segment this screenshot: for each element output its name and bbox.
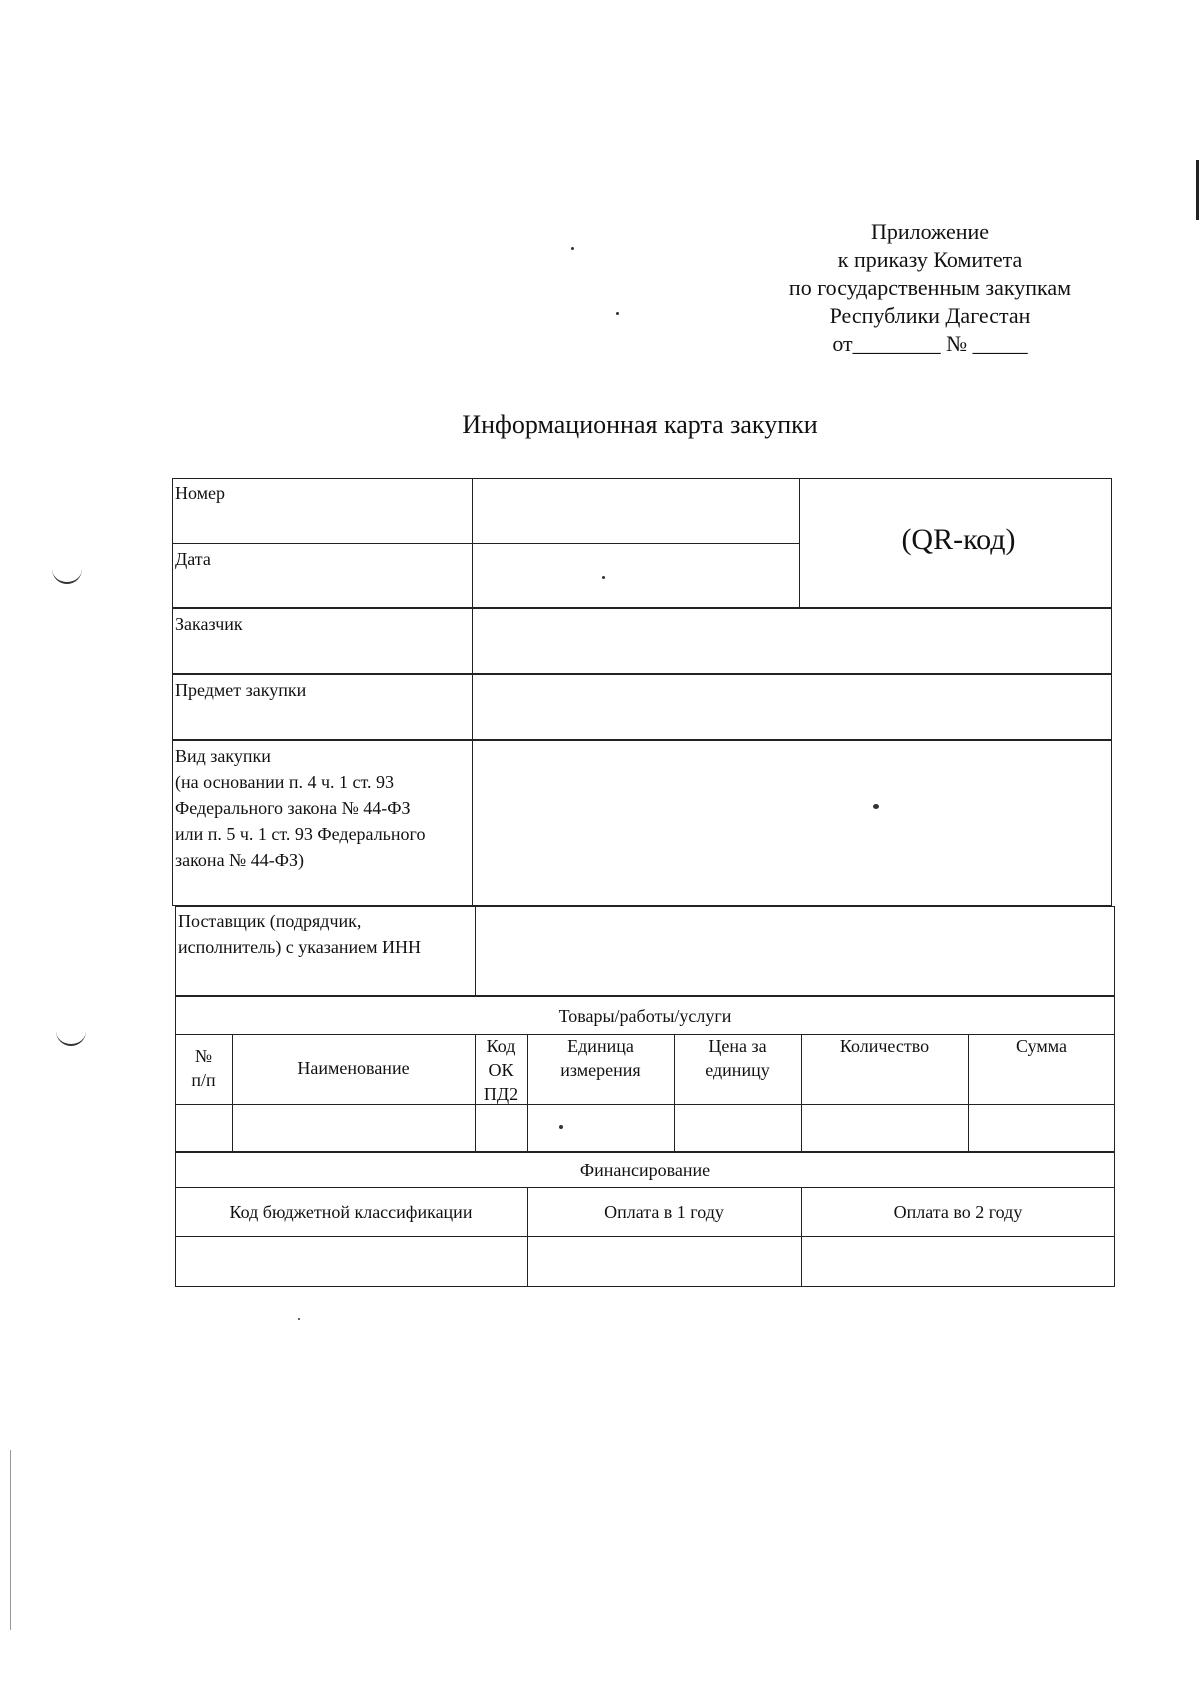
customer-row: [172, 608, 1112, 674]
date-label: Дата: [175, 549, 211, 569]
scan-speck: [571, 247, 574, 250]
customer-label: Заказчик: [175, 614, 243, 634]
scan-speck: [559, 1125, 563, 1129]
scan-speck: [873, 804, 879, 809]
subject-label: Предмет закупки: [175, 680, 307, 700]
divider: [475, 906, 476, 996]
scan-mark: [52, 568, 82, 584]
supplier-label: Поставщик (подрядчик, исполнитель) с указанием ИНН: [178, 911, 421, 957]
col-header-year-1: Оплата в 1 году: [604, 1202, 724, 1222]
col-header-sum: Сумма: [1016, 1036, 1067, 1056]
subject-row: [172, 674, 1112, 740]
appendix-line-5: от________ № _____: [832, 331, 1028, 356]
col-header-year-2: Оплата во 2 году: [893, 1202, 1023, 1222]
appendix-line-3: по государственным закупкам: [788, 275, 1072, 300]
scan-edge: [10, 1450, 11, 1630]
appendix-line-2: к приказу Комитета: [837, 247, 1023, 272]
scan-edge: [1196, 160, 1199, 220]
appendix-header: [770, 218, 1090, 358]
col-header-unit: Единица измерения: [560, 1036, 641, 1080]
scan-speck: [298, 1318, 300, 1320]
procurement-type-label: Вид закупки (на основании п. 4 ч. 1 ст. 93 Федерального закона № 44-ФЗ или п. 5 ч. 1 ст. 93 Федерального закона № 44-ФЗ): [175, 746, 426, 870]
appendix-line-1: Приложение: [870, 219, 990, 244]
qr-code-placeholder: (QR-код): [901, 523, 1016, 556]
scan-mark: [56, 1030, 86, 1046]
divider: [472, 674, 473, 740]
divider: [472, 608, 473, 674]
col-header-price: Цена за единицу: [705, 1036, 770, 1080]
divider: [472, 740, 473, 906]
scan-speck: [616, 312, 619, 315]
divider: [175, 1104, 1115, 1105]
divider: [175, 1236, 1115, 1237]
document-title: Информационная карта закупки: [462, 410, 818, 439]
goods-section-title: Товары/работы/услуги: [558, 1006, 732, 1026]
financing-section-title: Финансирование: [579, 1160, 711, 1180]
col-header-number: № п/п: [191, 1046, 216, 1090]
col-header-quantity: Количество: [839, 1036, 930, 1056]
scan-speck: [602, 576, 605, 579]
divider: [172, 543, 799, 544]
col-header-code: Код ОК ПД2: [483, 1036, 519, 1104]
divider: [175, 1187, 1115, 1188]
divider: [232, 1034, 233, 1152]
number-label: Номер: [175, 483, 226, 503]
col-header-kbk: Код бюджетной классификации: [229, 1202, 473, 1222]
appendix-line-4: Республики Дагестан: [829, 303, 1031, 328]
col-header-name: Наименование: [297, 1058, 410, 1078]
